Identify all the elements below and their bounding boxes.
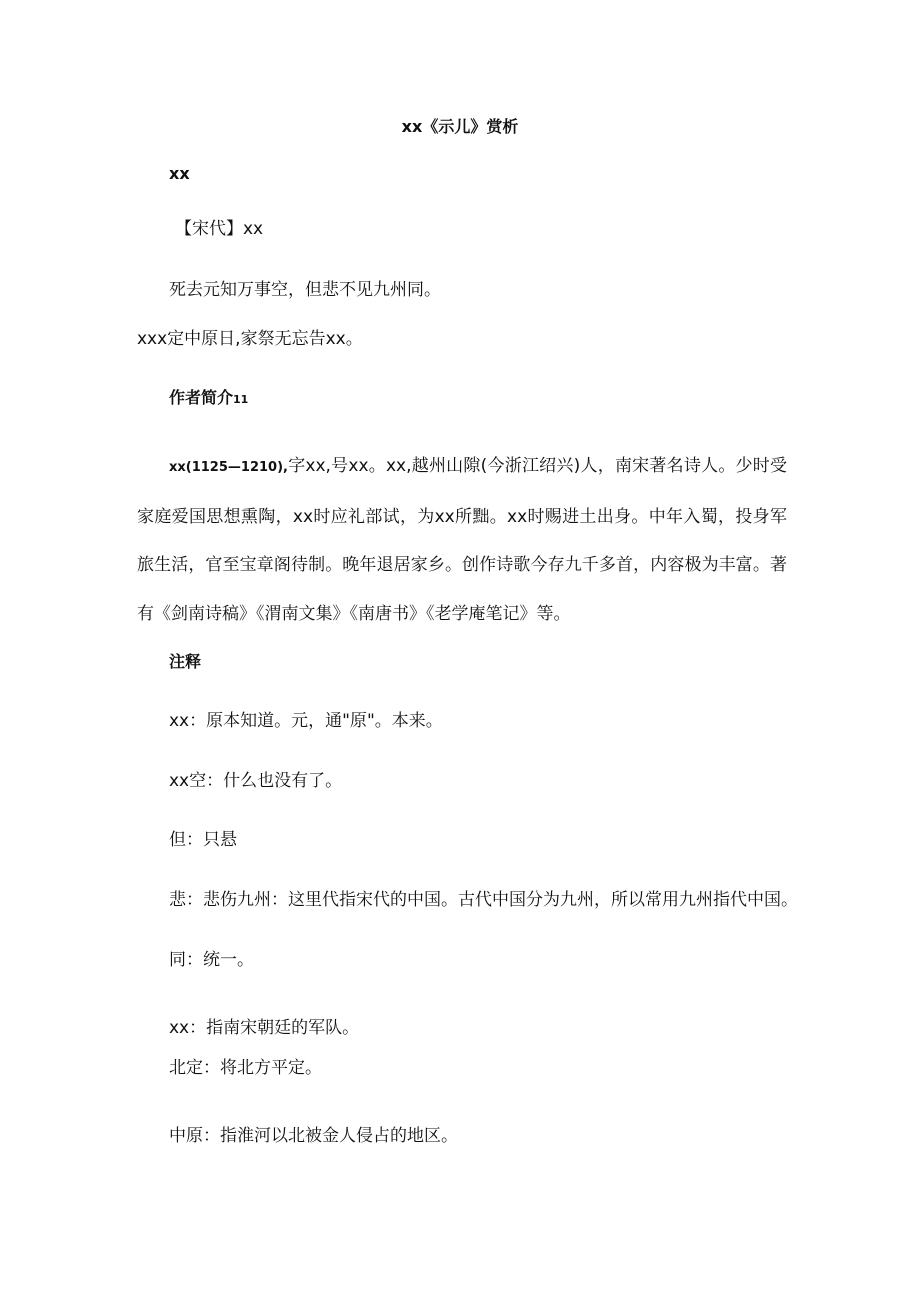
note-item: 但：只悬 [169, 830, 237, 850]
notes-heading: 注释 [169, 652, 202, 671]
note-item: 北定：将北方平定。 [169, 1058, 322, 1078]
dynasty-line: 【宋代】xx [175, 219, 264, 239]
page-title: xx《示儿》赏析 [401, 117, 519, 136]
author-bio-paragraph [137, 442, 787, 638]
author-bio-lead: xx(1125—1210), [169, 460, 288, 475]
author-intro-heading [169, 387, 248, 411]
note-item: xx：原本知道。元，通"原"。本来。 [169, 711, 443, 731]
author-intro-heading-suffix: 11 [233, 393, 249, 406]
author-intro-heading-text: 作者简介 [169, 388, 234, 407]
poem-line-2: xxx定中原日,家祭无忘告xx。 [137, 329, 363, 349]
author-line: xx [169, 164, 190, 183]
note-item: 悲：悲伤九州：这里代指宋代的中国。古代中国分为九州，所以常用九州指代中国。 [169, 890, 798, 910]
note-item: 中原：指淮河以北被金人侵占的地区。 [169, 1126, 458, 1146]
note-item: xx：指南宋朝廷的军队。 [169, 1018, 360, 1038]
poem-line-1: 死去元知万事空，但悲不见九州同。 [169, 280, 441, 300]
note-item: 同：统一。 [169, 950, 254, 970]
author-bio-text: 字xx,号xx。xx,越州山隙(今浙江绍兴)人，南宋著名诗人。少时受家庭爱国思想熏陶，xx时应礼部试，为xx所黜。xx时赐进土出身。中年入蜀，投身军旅生活，官至宝章阁待制。晚年退居家乡。创作诗歌今存九千多首，内容极为丰富。著有《剑南诗稿》《渭南文集》《南唐书》《老学庵笔记》等。 [137, 456, 787, 624]
note-item: xx空：什么也没有了。 [169, 771, 343, 791]
